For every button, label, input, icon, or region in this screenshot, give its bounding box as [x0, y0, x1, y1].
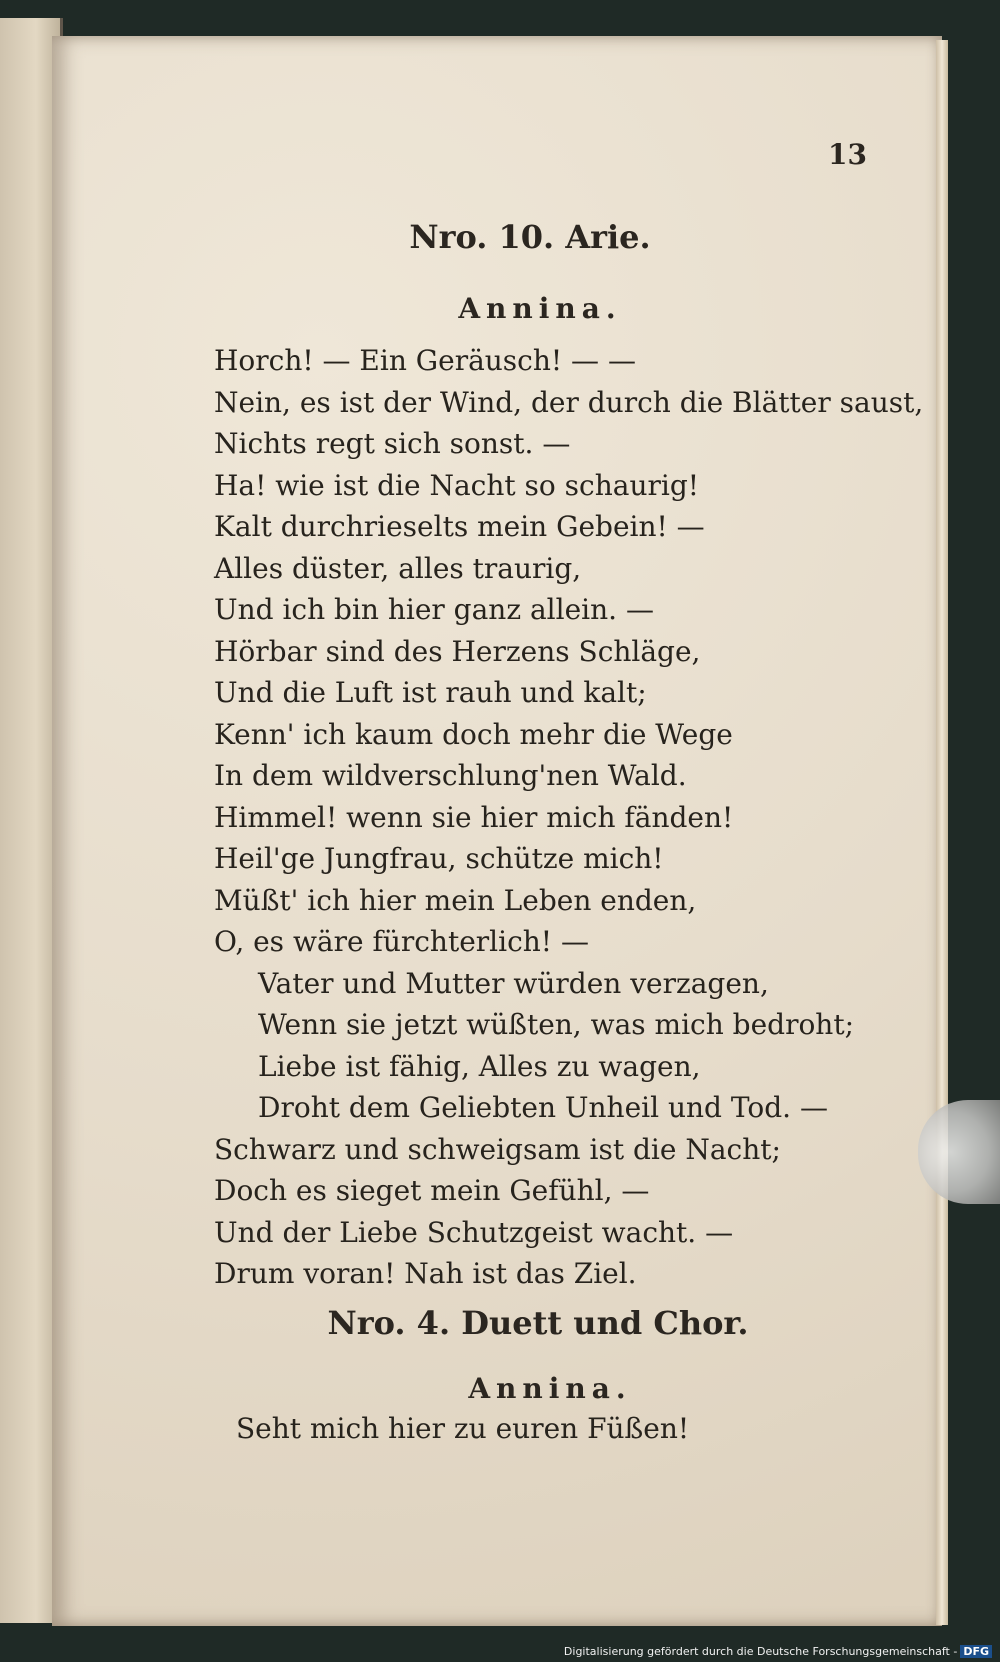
verse-line: Hörbar sind des Herzens Schläge, [214, 634, 701, 668]
verse-line: Doch es sieget mein Gefühl, — [214, 1174, 650, 1207]
verse-line: Und der Liebe Schutzgeist wacht. — [214, 1215, 734, 1249]
verse-line: O, es wäre fürchterlich! — [214, 925, 589, 958]
verse-line: In dem wildverschlung'nen Wald. [214, 759, 687, 792]
verse-line: Kalt durchrieselts mein Gebein! — [214, 510, 705, 543]
verse-line: Nichts regt sich sonst. — [214, 427, 571, 460]
verse-line: Liebe ist fähig, Alles zu wagen, [258, 1049, 701, 1083]
verse-line: Und die Luft ist rauh und kalt; [214, 676, 647, 709]
verse-line: Drum voran! Nah ist das Ziel. [214, 1257, 637, 1290]
verse-line: Himmel! wenn sie hier mich fänden! [214, 800, 734, 834]
credit-text: Digitalisierung gefördert durch die Deutsche Forschungsgemeinschaft - [563, 1645, 958, 1658]
verse-line-last: Seht mich hier zu euren Füßen! [236, 1412, 690, 1445]
verse-line: Schwarz und schweigsam ist die Nacht; [214, 1132, 781, 1166]
verse-line: Müßt' ich hier mein Leben enden, [214, 883, 697, 917]
verse-line: Alles düster, alles traurig, [214, 551, 582, 585]
section-heading-arie: Nro. 10. Arie. [409, 218, 651, 256]
verse-line: Droht dem Geliebten Unheil und Tod. — [258, 1091, 828, 1124]
digitization-credit [564, 1645, 992, 1658]
verse-line: Vater und Mutter würden verzagen, [258, 966, 769, 1000]
verse-line: Und ich bin hier ganz allein. — [214, 593, 654, 626]
verse-line: Wenn sie jetzt wüßten, was mich bedroht; [258, 1008, 855, 1041]
page-number: 13 [828, 138, 867, 171]
dfg-logo: DFG [960, 1645, 992, 1658]
verse-line: Ha! wie ist die Nacht so schaurig! [214, 468, 699, 502]
section-heading-duett: Nro. 4. Duett und Chor. [327, 1304, 749, 1342]
speaker-name-2: Annina. [468, 1372, 632, 1405]
speaker-name: Annina. [458, 292, 622, 325]
verse-line: Horch! — Ein Geräusch! — — [214, 344, 636, 377]
verse-line: Heil'ge Jungfrau, schütze mich! [214, 842, 664, 875]
verse-line: Kenn' ich kaum doch mehr die Wege [214, 717, 733, 751]
verse-line: Nein, es ist der Wind, der durch die Blätter saust, [214, 385, 924, 419]
verse-block [214, 340, 924, 1295]
